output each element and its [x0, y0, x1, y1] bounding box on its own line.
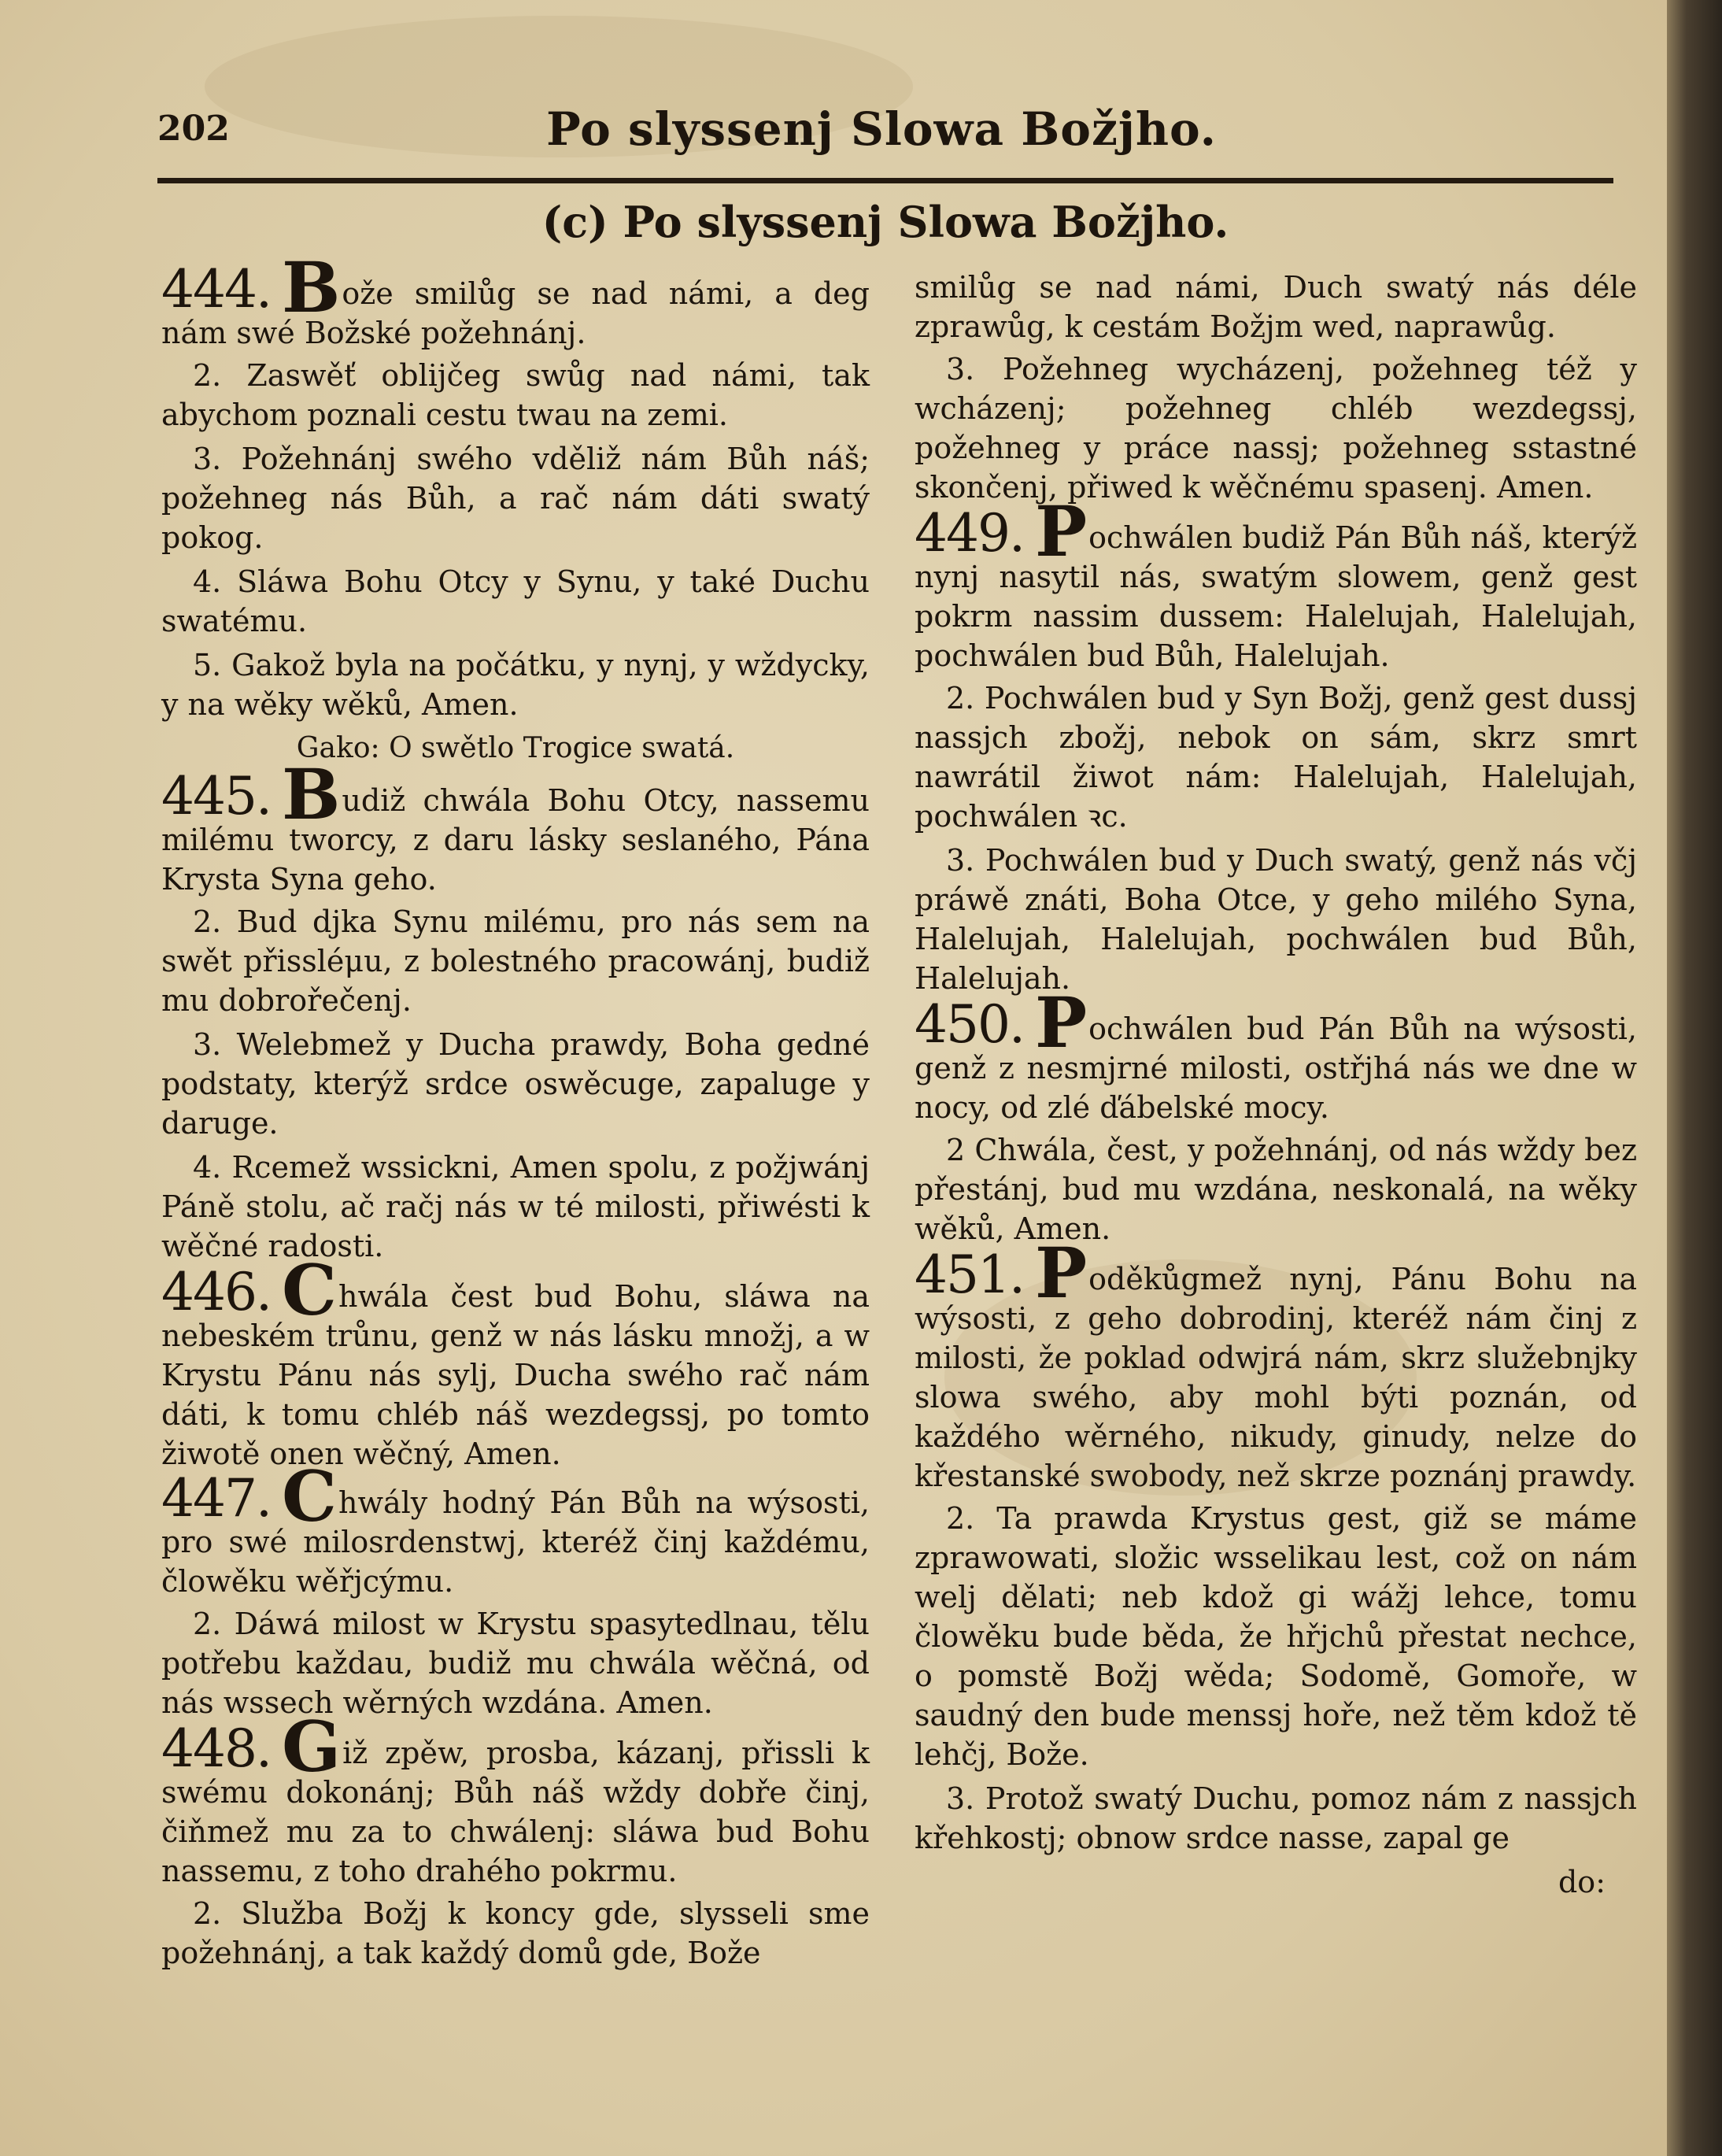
hymn-number: 448.	[161, 1718, 271, 1779]
hymn-448-continued: smilůg se nad námi, Duch swatý nás déle zprawůg, k cestám Božjm wed, naprawůg.	[915, 270, 1637, 344]
hymn-number: 449.	[915, 503, 1024, 564]
hymn-446	[161, 1249, 870, 1474]
section-title: (c) Po slyssenj Slowa Božjho.	[541, 197, 1229, 247]
verse: 3. Požehneg wycházenj, požehneg též y wcházenj; požehneg chléb wezdegssj, požehneg y práce nassj; požehneg sstastné skončenj, přiwed k wěčnému spasenj. Amen.	[915, 352, 1637, 505]
verse: 2 Chwála, čest, y požehnánj, od nás wždy bez přestánj, bud mu wzdána, neskonalá, na wěky wěků, Amen.	[915, 1133, 1637, 1246]
drop-initial: C	[281, 1455, 337, 1537]
hymn-447	[161, 1455, 870, 1601]
hymn-number: 451.	[915, 1244, 1024, 1305]
verse: 4. Rcemež wssickni, Amen spolu, z požjwánj Páně stolu, ač račj nás w té milosti, přiwésti k wěčné radosti.	[161, 1150, 870, 1263]
hymn-number: 445.	[161, 766, 271, 827]
hymn-text: iž zpěw, prosba, kázanj, přissli k swému dokonánj; Bůh náš wždy dobře činj, čiňmež mu za to chwálenj: sláwa bud Bohu nassemu, z toho drahého pokrmu.	[161, 1736, 870, 1888]
verse: 2. Pochwálen bud y Syn Božj, genž gest dussj nassjch zbožj, nebok on sám, skrz smrt nawrátil žiwot nám: Halelujah, Halelujah, pochwálen ꝛc.	[915, 681, 1637, 834]
hymn-451	[915, 1232, 1637, 1496]
hymn-444	[161, 246, 870, 353]
hymn-number: 450.	[915, 994, 1024, 1055]
page-header	[150, 94, 1613, 165]
hymn-445	[161, 753, 870, 899]
hymn-text: hwály hodný Pán Bůh na wýsosti, pro swé milosrdenstwj, kteréž činj každému, člowěku wěřjcýmu.	[161, 1485, 870, 1599]
verse: 2. Dáwá milost w Krystu spasytedlnau, tělu potřebu každau, budiž mu chwála wěčná, od nás wssech wěrných wzdána. Amen.	[161, 1607, 870, 1720]
verse: 3. Welebmež y Ducha prawdy, Boha gedné podstaty, kterýž srdce oswěcuge, zapaluge y daruge.	[161, 1027, 870, 1141]
hymn-text: ochwálen budiž Pán Bůh náš, kterýž nynj nasytil nás, swatým slowem, genž gest pokrm nassim dussem: Halelujah, Halelujah, pochwálen bud Bůh, Halelujah.	[915, 520, 1637, 673]
drop-initial: P	[1034, 982, 1088, 1063]
hymn-text: oděkůgmež nynj, Pánu Bohu na wýsosti, z geho dobrodinj, kteréž nám činj z milosti, že poklad odwjrá nám, skrz služebnjky slowa swého, aby mohl býti poznán, od každého wěrného, nikudy, ginudy, nelze do křestanské swobody, než skrze poznánj prawdy.	[915, 1262, 1637, 1493]
verse: 2. Zaswěť oblijčeg swůg nad námi, tak abychom poznali cestu twau na zemi.	[161, 358, 870, 432]
drop-initial: G	[281, 1706, 342, 1788]
hymn-text: ože smilůg se nad námi, a deg nám swé Božské požehnánj.	[161, 276, 870, 350]
drop-initial: B	[281, 246, 341, 328]
verse: 3. Požehnánj swého vděliž nám Bůh náš; požehneg nás Bůh, a rač nám dáti swatý pokog.	[161, 442, 870, 555]
verse: 5. Gakož byla na počátku, y nynj, y wždycky, y na wěky wěků, Amen.	[161, 648, 870, 722]
running-title: Po slyssenj Slowa Božjho.	[546, 102, 1217, 156]
verse: 3. Protož swatý Duchu, pomoz nám z nassjch křehkostj; obnow srdce nasse, zapal ge	[915, 1781, 1637, 1855]
header-rule	[157, 178, 1613, 183]
hymn-number: 444.	[161, 259, 271, 320]
verse: 2. Bud djka Synu milému, pro nás sem na swět přissléμu, z bolestného pracowánj, budiž mu dobrořečenj.	[161, 904, 870, 1018]
hymn-number: 446.	[161, 1262, 271, 1322]
hymn-449	[915, 490, 1637, 675]
verse: 2. Ta prawda Krystus gest, giž se máme zprawowati, složic wsselikau lest, což on nám welj dělati; neb kdož gi wážj lehce, tomu člowěku bude běda, že hřjchů přestat nechce, o pomstě Božj wěda; Sodomě, Gomoře, w saudný den bude menssj hoře, než těm kdož tě lehčj, Bože.	[915, 1501, 1637, 1772]
verse: 3. Pochwálen bud y Duch swatý, genž nás včj práwě znáti, Boha Otce, y geho milého Syna, Halelujah, Halelujah, pochwálen bud Bůh, Halelujah.	[915, 843, 1637, 996]
drop-initial: C	[281, 1249, 337, 1331]
right-column	[915, 268, 1637, 1932]
hymn-text: ochwálen bud Pán Bůh na wýsosti, genž z nesmjrné milosti, ostřjhá nás we dne w nocy, od zlé ďábelské mocy.	[915, 1011, 1637, 1125]
hymn-text: udiž chwála Bohu Otcy, nassemu milému tworcy, z daru lásky seslaného, Pána Krysta Syna geho.	[161, 783, 870, 897]
hymn-text: hwála čest bud Bohu, sláwa na nebeském trůnu, genž w nás lásku množj, a w Krystu Pánu nás sylj, Ducha swého rač nám dáti, k tomu chléb náš wezdegssj, po tomto žiwotě onen wěčný, Amen.	[161, 1279, 870, 1471]
drop-initial: P	[1034, 1232, 1088, 1314]
hymn-450	[915, 982, 1637, 1127]
book-spine-shadow	[1667, 0, 1722, 2156]
catchword: do:	[1558, 1865, 1606, 1899]
drop-initial: P	[1034, 490, 1088, 572]
verse: 2. Služba Božj k koncy gde, slysseli sme požehnánj, a tak každý domů gde, Bože	[161, 1896, 870, 1970]
drop-initial: B	[281, 753, 341, 835]
left-column	[161, 246, 870, 1977]
hymn-number: 447.	[161, 1468, 271, 1529]
hymn-448	[161, 1706, 870, 1891]
melody-note: Gako: O swětlo Trogice swatá.	[296, 732, 735, 764]
page-number: 202	[157, 109, 230, 149]
verse: 4. Sláwa Bohu Otcy y Synu, y také Duchu swatému.	[161, 564, 870, 638]
